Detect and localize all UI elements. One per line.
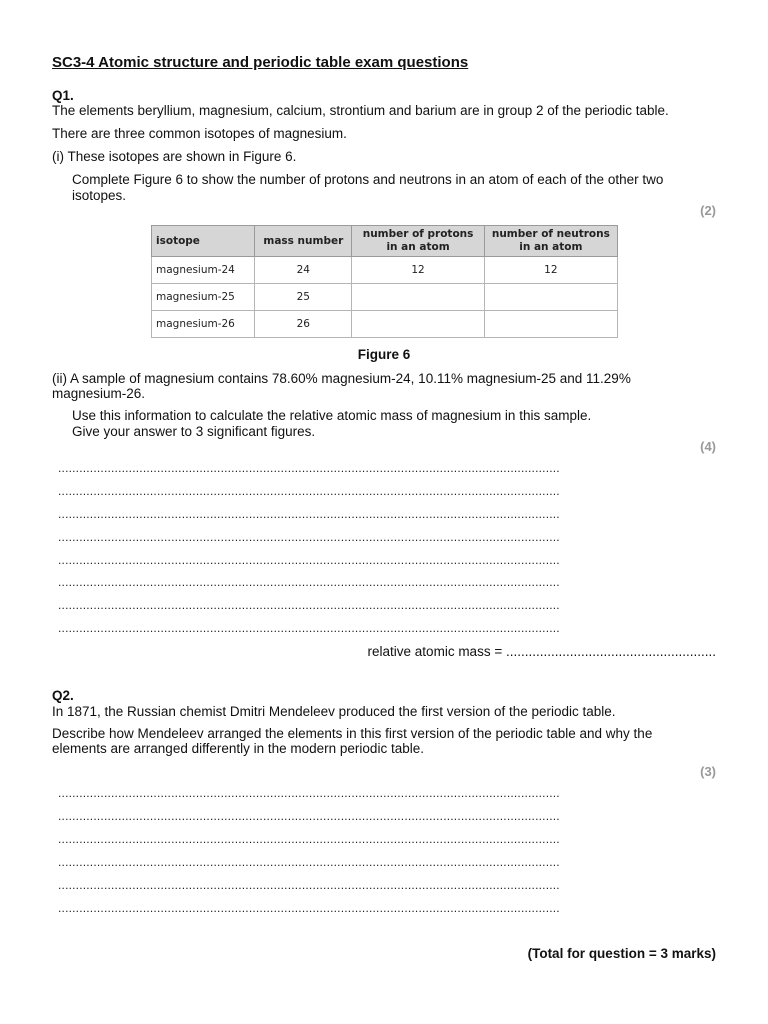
answer-line[interactable]: .............................................................................................................................................. [58,809,560,823]
q2-question-2: elements are arranged differently in the modern periodic table. [52,741,424,756]
cell-neutrons: 12 [484,257,617,284]
isotope-table [151,225,618,338]
table-row [152,257,618,284]
q2-marks: (3) [700,764,716,779]
q2-heading: Q2. [52,688,74,703]
cell-mass-number: 26 [255,311,352,338]
table-row [152,311,618,338]
cell-protons-blank[interactable] [352,284,484,311]
cell-isotope: magnesium-25 [152,284,255,311]
header-protons: number of protons in an atom [352,226,484,257]
cell-isotope: magnesium-24 [152,257,255,284]
q1-part-ii-marks: (4) [700,439,716,454]
header-neutrons: number of neutrons in an atom [484,226,617,257]
q2-intro: In 1871, the Russian chemist Dmitri Mendeleev produced the first version of the periodic table. [52,704,616,719]
q1-part-ii-instruction-1: Use this information to calculate the relative atomic mass of magnesium in this sample. [72,408,592,423]
relative-atomic-mass-answer[interactable]: relative atomic mass = ........................................................ [367,644,716,659]
answer-line[interactable]: .............................................................................................................................................. [58,461,560,475]
answer-line[interactable]: .............................................................................................................................................. [58,878,560,892]
q1-part-i-instruction-1: Complete Figure 6 to show the number of protons and neutrons in an atom of each of the other two [72,172,664,187]
q1-heading: Q1. [52,88,74,103]
table-row [152,284,618,311]
header-mass-number: mass number [255,226,352,257]
answer-line[interactable]: .............................................................................................................................................. [58,621,560,635]
cell-protons-blank[interactable] [352,311,484,338]
q1-part-ii-instruction-2: Give your answer to 3 significant figures. [72,424,316,439]
q2-total-marks: (Total for question = 3 marks) [527,946,716,961]
cell-mass-number: 24 [255,257,352,284]
answer-line[interactable]: .............................................................................................................................................. [58,855,560,869]
answer-line[interactable]: .............................................................................................................................................. [58,484,560,498]
answer-line[interactable]: .............................................................................................................................................. [58,901,560,915]
q1-part-i-instruction-2: isotopes. [72,188,127,203]
cell-neutrons-blank[interactable] [484,284,617,311]
cell-isotope: magnesium-26 [152,311,255,338]
answer-line[interactable]: .............................................................................................................................................. [58,530,560,544]
cell-mass-number: 25 [255,284,352,311]
cell-neutrons-blank[interactable] [484,311,617,338]
answer-line[interactable]: .............................................................................................................................................. [58,786,560,800]
table-header-row [152,226,618,257]
q1-part-i-marks: (2) [700,203,716,218]
q1-intro: The elements beryllium, magnesium, calcium, strontium and barium are in group 2 of the periodic table. [52,103,669,118]
figure-caption: Figure 6 [357,347,411,362]
q2-question-1: Describe how Mendeleev arranged the elements in this first version of the periodic table and why the [52,726,653,741]
header-isotope: isotope [152,226,255,257]
answer-line[interactable]: .............................................................................................................................................. [58,553,560,567]
answer-line[interactable]: .............................................................................................................................................. [58,507,560,521]
q1-isotopes-note: There are three common isotopes of magnesium. [52,126,347,141]
answer-line[interactable]: .............................................................................................................................................. [58,598,560,612]
cell-protons: 12 [352,257,484,284]
page-title: SC3-4 Atomic structure and periodic table exam questions [52,54,469,71]
q1-part-ii-2: magnesium-26. [52,386,146,401]
q1-part-ii-1: (ii) A sample of magnesium contains 78.60% magnesium-24, 10.11% magnesium-25 and 11.29% [52,371,631,386]
answer-line[interactable]: .............................................................................................................................................. [58,832,560,846]
answer-line[interactable]: .............................................................................................................................................. [58,575,560,589]
q1-part-i: (i) These isotopes are shown in Figure 6. [52,149,297,164]
